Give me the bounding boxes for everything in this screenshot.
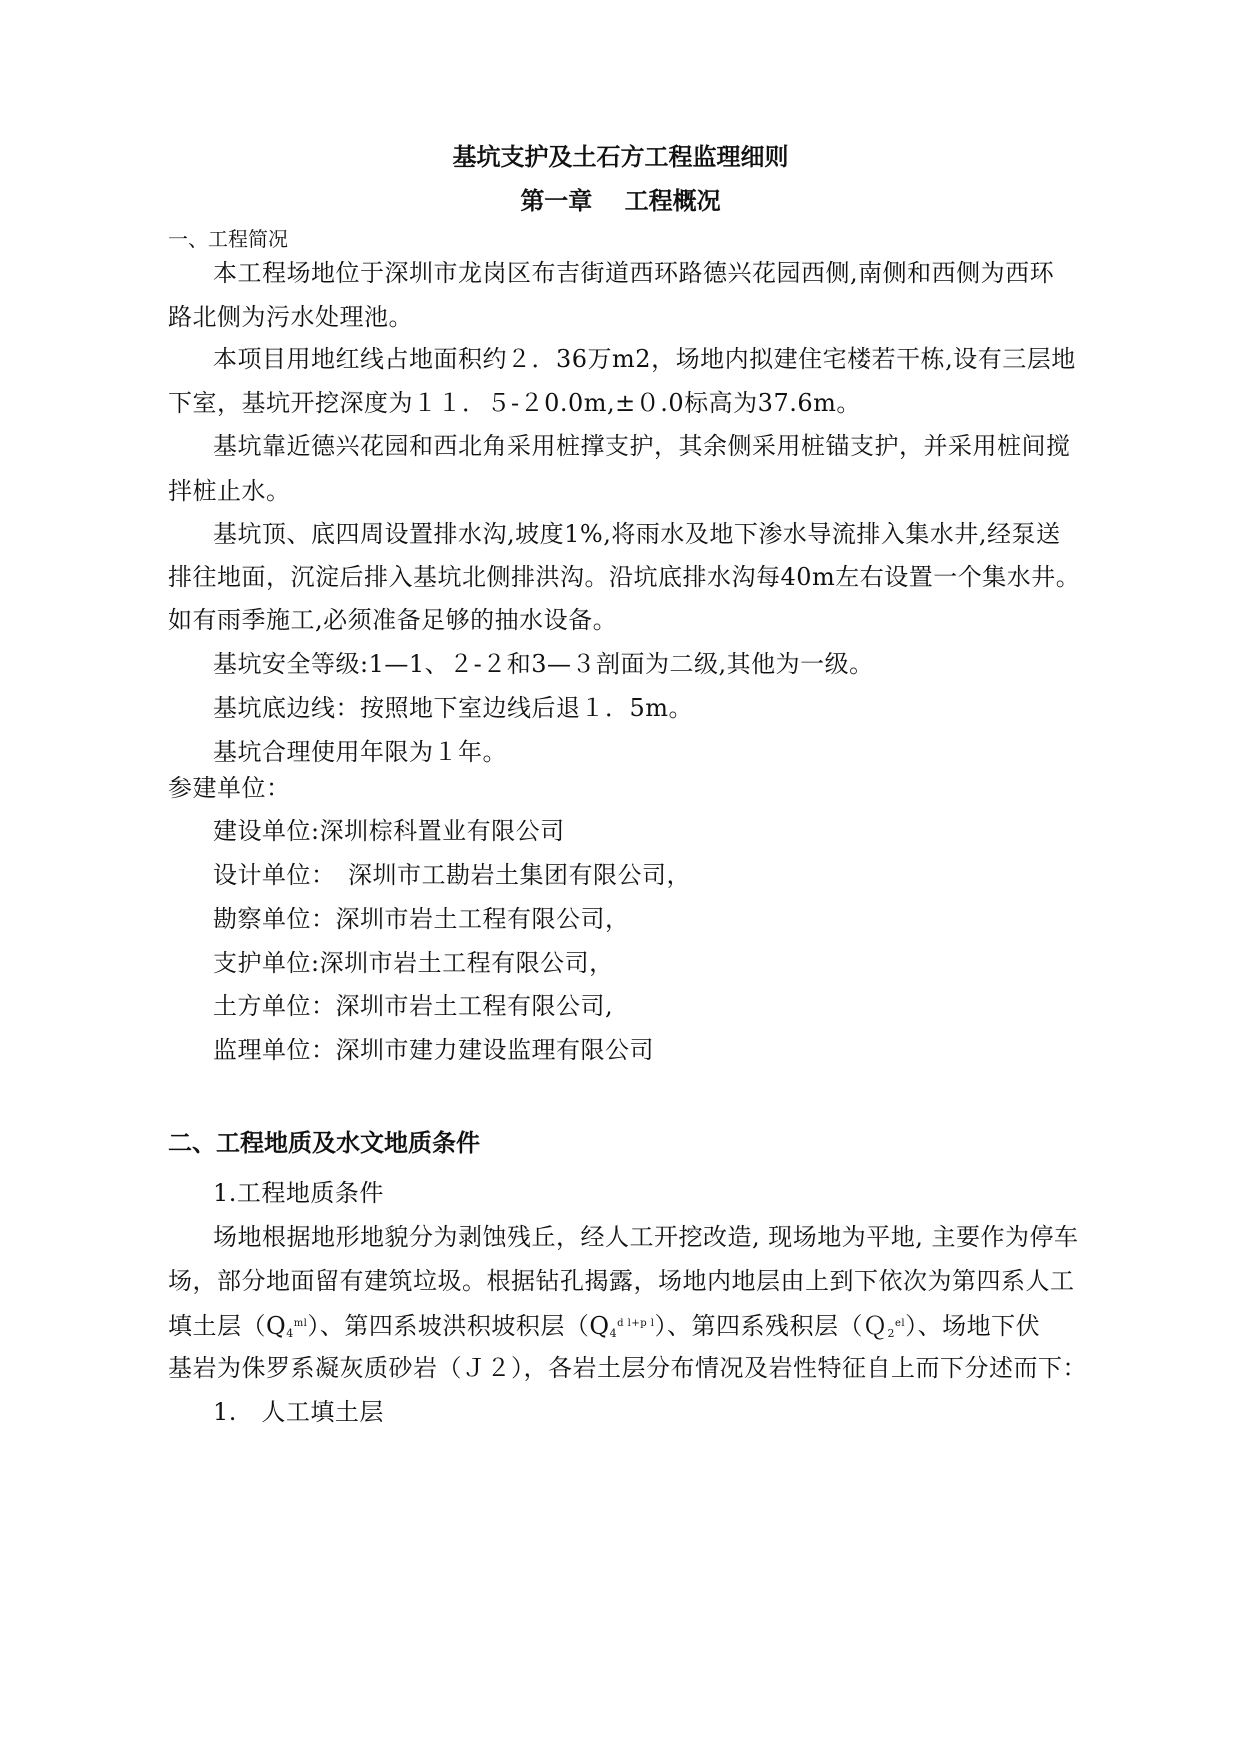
text-run: 填土层（Q: [168, 1312, 287, 1340]
paragraph-text: 拌桩止水。: [168, 477, 291, 505]
paragraph-text: 如有雨季施工,必须准备足够的抽水设备。: [168, 606, 618, 634]
participant-item: 设计单位： 深圳市工勘岩土集团有限公司，: [213, 861, 691, 889]
paragraph-text: 基坑合理使用年限为１年。: [213, 738, 507, 766]
paragraph-text: 基坑顶、底四周设置排水沟,坡度1%,将雨水及地下渗水导流排入集水井,经泵送: [213, 520, 1061, 548]
paragraph-text: 基坑安全等级:1—1、２-２和3—３剖面为二级,其他为一级。: [213, 650, 874, 678]
text-run: ）、第四系残积层（Ｑ: [654, 1312, 888, 1340]
participants-heading: 参建单位：: [168, 774, 291, 802]
paragraph-text: 路北侧为污水处理池。: [168, 303, 413, 331]
participant-item: 支护单位:深圳市岩土工程有限公司，: [213, 949, 614, 977]
section-heading-2: 二、工程地质及水文地质条件: [168, 1128, 480, 1157]
paragraph-text: 下室，基坑开挖深度为１１．５-２0.0m,±０.0标高为37.6m。: [168, 389, 861, 417]
participant-item: 建设单位:深圳棕科置业有限公司: [213, 817, 565, 845]
subsection-heading: 1.工程地质条件: [213, 1179, 384, 1207]
chapter-title: 第一章 工程概况: [520, 186, 721, 215]
participant-item: 监理单位：深圳市建力建设监理有限公司: [213, 1036, 654, 1064]
superscript: ml: [293, 1318, 308, 1329]
paragraph-text: 场地根据地形地貌分为剥蚀残丘，经人工开挖改造, 现场地为平地, 主要作为停车: [213, 1223, 1079, 1251]
paragraph-text: 排往地面，沉淀后排入基坑北侧排洪沟。沿坑底排水沟每40m左右设置一个集水井。: [168, 563, 1081, 591]
subscript: 4: [609, 1327, 618, 1340]
paragraph-text: 基岩为侏罗系凝灰质砂岩（Ｊ２），各岩土层分布情况及岩性特征自上而下分述而下：: [168, 1354, 1087, 1382]
subscript: 4: [286, 1327, 294, 1340]
superscript: d l+p l: [617, 1318, 655, 1329]
paragraph-text-with-formulas: [168, 1309, 1040, 1349]
paragraph-text: 基坑靠近德兴花园和西北角采用桩撑支护，其余侧采用桩锚支护，并采用桩间搅: [213, 432, 1071, 460]
participant-item: 土方单位：深圳市岩土工程有限公司,: [213, 992, 614, 1020]
paragraph-text: 本项目用地红线占地面积约２．36万m2，场地内拟建住宅楼若干栋,设有三层地: [213, 345, 1076, 373]
paragraph-text: 本工程场地位于深圳市龙岗区布吉街道西环路德兴花园西侧,南侧和西侧为西环: [213, 259, 1055, 287]
text-run: ）、场地下伏: [905, 1312, 1041, 1340]
text-run: ）、第四系坡洪积坡积层（Q: [307, 1312, 610, 1340]
paragraph-text: 场，部分地面留有建筑垃圾。根据钻孔揭露，场地内地层由上到下依次为第四系人工: [168, 1267, 1075, 1295]
document-title: 基坑支护及土石方工程监理细则: [452, 142, 789, 171]
list-item: 1. 人工填土层: [213, 1398, 384, 1426]
subscript: 2: [887, 1327, 895, 1340]
superscript: el: [895, 1318, 906, 1329]
participant-item: 勘察单位：深圳市岩土工程有限公司，: [213, 905, 630, 933]
section-heading-1: 一、工程简况: [168, 227, 288, 251]
paragraph-text: 基坑底边线：按照地下室边线后退１．5m。: [213, 694, 694, 722]
